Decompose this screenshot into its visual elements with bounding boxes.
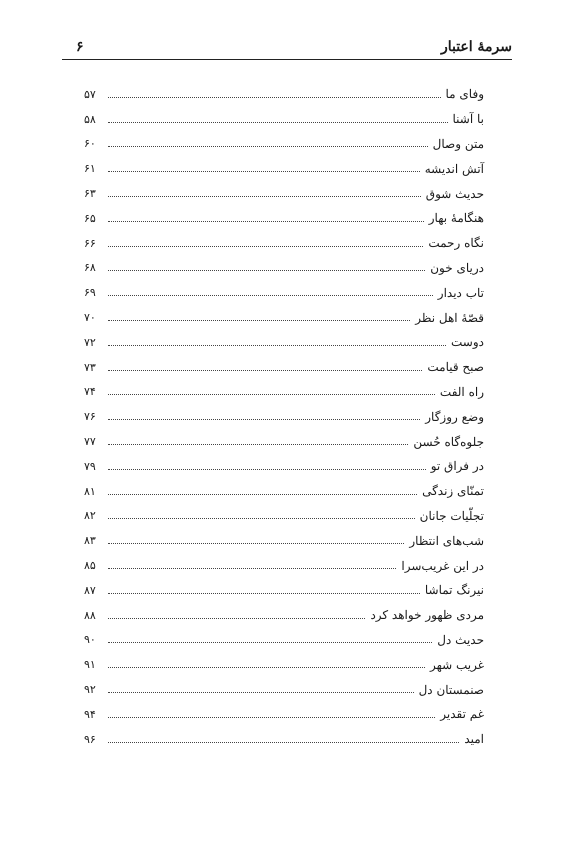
toc-entry	[84, 652, 484, 677]
toc-entry-title: جلوه‌گاه حُسن	[413, 434, 484, 449]
dot-leader	[108, 593, 420, 594]
toc-entry	[84, 702, 484, 727]
dot-leader	[108, 494, 417, 495]
toc-entry	[84, 628, 484, 653]
dot-leader	[108, 196, 421, 197]
toc-entry-page: ۶۱	[84, 162, 96, 176]
toc-entry-page: ۵۸	[84, 112, 96, 126]
toc-entry	[84, 132, 484, 157]
toc-entry-page: ۶۶	[84, 236, 96, 250]
toc-entry	[84, 404, 484, 429]
toc-entry-page: ۶۰	[84, 137, 96, 151]
dot-leader	[108, 642, 432, 643]
toc-entry	[84, 181, 484, 206]
dot-leader	[108, 295, 433, 296]
toc-entry-title: تمنّای زندگی	[422, 484, 484, 499]
dot-leader	[108, 518, 415, 519]
page-header	[62, 36, 512, 60]
dot-leader	[108, 221, 424, 222]
dot-leader	[108, 667, 425, 668]
toc-entry-page: ۸۵	[84, 559, 96, 573]
running-title: سرمهٔ اعتبار	[440, 39, 512, 55]
toc-entry	[84, 107, 484, 132]
toc-entry-page: ۸۸	[84, 608, 96, 622]
toc-entry	[84, 677, 484, 702]
toc-entry-title: قصّهٔ اهل نظر	[415, 310, 484, 325]
page-number: ۶	[76, 39, 84, 55]
toc-entry	[84, 429, 484, 454]
dot-leader	[108, 692, 414, 693]
dot-leader	[108, 97, 441, 98]
toc-entry-page: ۶۳	[84, 187, 96, 201]
toc-entry-page: ۸۳	[84, 534, 96, 548]
toc-entry-title: در این غریب‌سرا	[401, 558, 484, 573]
toc-entry	[84, 206, 484, 231]
toc-entry-page: ۹۴	[84, 707, 96, 721]
dot-leader	[108, 345, 446, 346]
toc-entry	[84, 380, 484, 405]
dot-leader	[108, 469, 426, 470]
dot-leader	[108, 742, 459, 743]
toc-entry	[84, 82, 484, 107]
toc-entry	[84, 504, 484, 529]
toc-entry-title: مردی ظهور خواهد کرد	[370, 608, 484, 623]
toc-entry	[84, 156, 484, 181]
toc-entry-page: ۸۱	[84, 484, 96, 498]
dot-leader	[108, 568, 396, 569]
toc-entry-title: متن وصال	[432, 136, 484, 151]
toc-entry-page: ۷۹	[84, 459, 96, 473]
toc-entry-page: ۹۶	[84, 732, 96, 746]
toc-entry	[84, 553, 484, 578]
dot-leader	[108, 543, 404, 544]
toc-entry-title: حدیث دل	[437, 632, 484, 647]
toc-entry-page: ۷۷	[84, 435, 96, 449]
toc-entry-title: دوست	[451, 335, 484, 350]
dot-leader	[108, 444, 408, 445]
toc-entry-title: صبح قیامت	[427, 360, 484, 375]
dot-leader	[108, 146, 428, 147]
toc-entry-title: نیرنگ تماشا	[424, 583, 484, 598]
toc-entry-title: غم تقدیر	[440, 707, 484, 722]
toc-entry	[84, 305, 484, 330]
dot-leader	[108, 618, 365, 619]
toc-entry-page: ۷۶	[84, 410, 96, 424]
toc-entry-page: ۷۳	[84, 360, 96, 374]
toc-entry-page: ۷۲	[84, 335, 96, 349]
toc-entry-title: وضع روزگار	[425, 409, 484, 424]
dot-leader	[108, 320, 410, 321]
dot-leader	[108, 171, 420, 172]
toc-entry	[84, 454, 484, 479]
dot-leader	[108, 270, 425, 271]
toc-entry-page: ۶۸	[84, 261, 96, 275]
toc-entry-title: حدیث شوق	[425, 186, 484, 201]
toc-entry-title: راه الفت	[439, 384, 484, 399]
table-of-contents	[84, 82, 484, 752]
toc-entry-page: ۸۷	[84, 583, 96, 597]
toc-entry-page: ۹۲	[84, 683, 96, 697]
toc-entry-page: ۵۷	[84, 87, 96, 101]
toc-entry	[84, 256, 484, 281]
toc-entry-title: آتش اندیشه	[424, 161, 484, 176]
toc-entry-page: ۸۲	[84, 509, 96, 523]
toc-entry-page: ۹۱	[84, 658, 96, 672]
toc-entry-title: شب‌های انتظار	[409, 533, 484, 548]
toc-entry	[84, 330, 484, 355]
toc-entry-title: وفای ما	[445, 87, 484, 102]
toc-entry-title: با آشنا	[452, 112, 484, 127]
toc-entry-title: تجلّیات جانان	[419, 508, 484, 523]
dot-leader	[108, 394, 435, 395]
toc-entry	[84, 727, 484, 752]
toc-entry-title: امید	[464, 732, 484, 747]
toc-entry-title: دریای خون	[430, 260, 484, 275]
toc-entry	[84, 603, 484, 628]
toc-entry-page: ۷۰	[84, 311, 96, 325]
dot-leader	[108, 122, 448, 123]
toc-entry	[84, 231, 484, 256]
toc-entry-title: در فراق تو	[430, 459, 484, 474]
toc-entry-title: هنگامهٔ بهار	[428, 211, 484, 226]
toc-entry-page: ۹۰	[84, 633, 96, 647]
toc-entry-page: ۷۴	[84, 385, 96, 399]
toc-entry-title: غریب شهر	[429, 657, 484, 672]
toc-entry-page: ۶۵	[84, 211, 96, 225]
toc-entry	[84, 280, 484, 305]
toc-entry	[84, 578, 484, 603]
toc-entry-title: صنمستان دل	[418, 682, 484, 697]
dot-leader	[108, 246, 423, 247]
dot-leader	[108, 419, 420, 420]
toc-entry	[84, 528, 484, 553]
toc-entry-page: ۶۹	[84, 286, 96, 300]
toc-entry	[84, 355, 484, 380]
toc-entry-title: تاب دیدار	[437, 285, 484, 300]
toc-entry-title: نگاه رحمت	[428, 236, 484, 251]
dot-leader	[108, 370, 422, 371]
toc-entry	[84, 479, 484, 504]
dot-leader	[108, 717, 435, 718]
